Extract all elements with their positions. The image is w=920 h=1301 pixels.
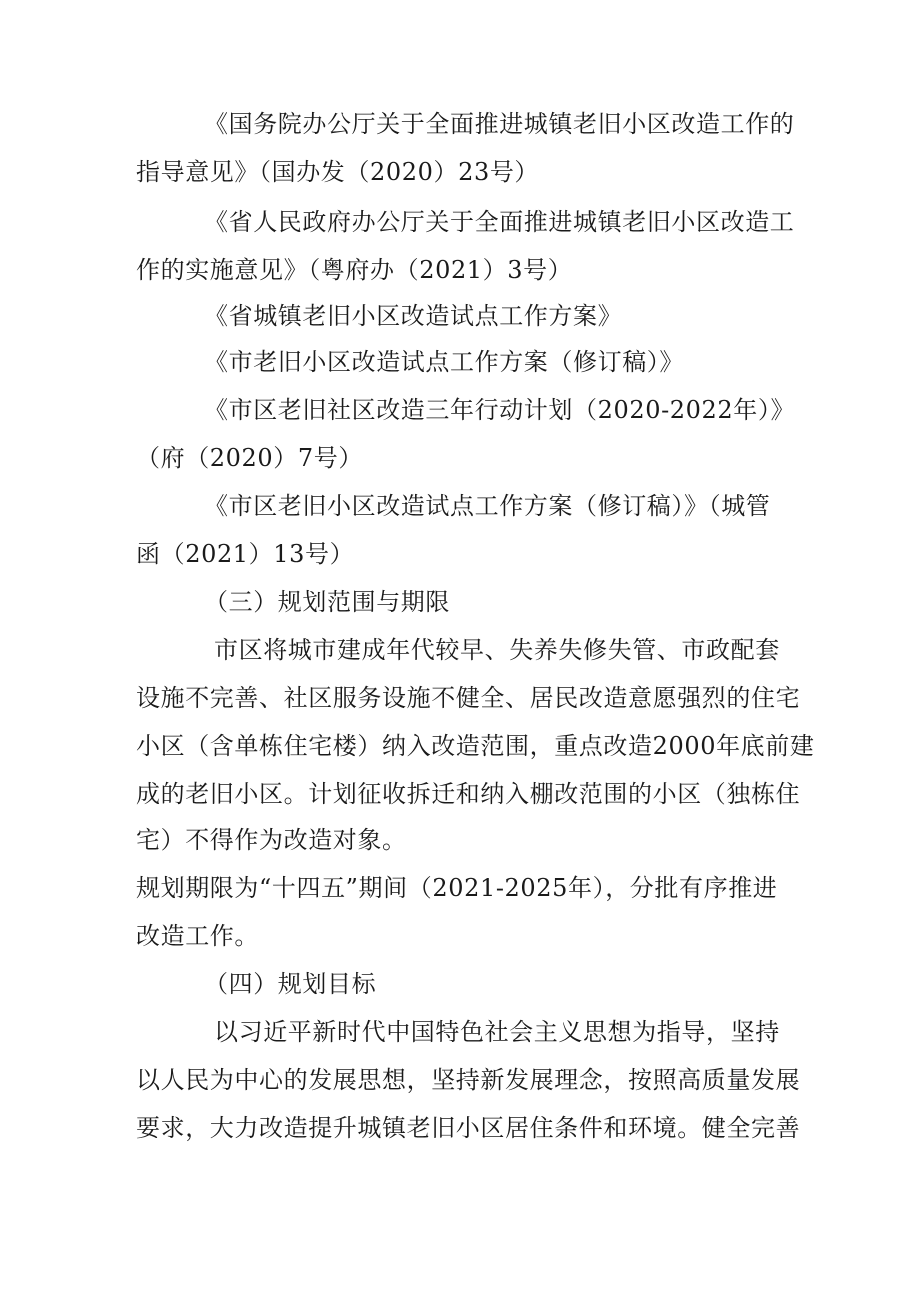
text-line: 《市老旧小区改造试点工作方案（修订稿）》: [204, 348, 684, 376]
text-line: 《省人民政府办公厅关于全面推进城镇老旧小区改造工: [204, 208, 795, 236]
text-line: 宅）不得作为改造对象。: [136, 826, 407, 854]
text-line: 设施不完善、社区服务设施不健全、居民改造意愿强烈的住宅: [136, 684, 801, 712]
text-line: 《市区老旧社区改造三年行动计划（2020-2022年）》: [204, 396, 796, 424]
section-heading: （三）规划范围与期限: [204, 588, 450, 616]
text-line: 指导意见》（国办发（2020）23号）: [136, 158, 540, 186]
text-line: 函（2021）13号）: [136, 540, 355, 568]
text-line: 规划期限为“十四五”期间（2021-2025年），分批有序推进: [136, 874, 778, 902]
text-line: 小区（含单栋住宅楼）纳入改造范围，重点改造2000年底前建: [136, 732, 815, 760]
section-heading: （四）规划目标: [204, 970, 377, 998]
text-line: 作的实施意见》（粤府办（2021）3号）: [136, 256, 573, 284]
text-line: 《国务院办公厅关于全面推进城镇老旧小区改造工作的: [204, 110, 795, 138]
text-line: （府（2020）7号）: [136, 444, 363, 472]
text-line: 以习近平新时代中国特色社会主义思想为指导，坚持: [214, 1018, 780, 1046]
text-line: 要求，大力改造提升城镇老旧小区居住条件和环境。健全完善: [136, 1114, 801, 1142]
text-line: 改造工作。: [136, 922, 259, 950]
text-line: 《省城镇老旧小区改造试点工作方案》: [204, 302, 623, 330]
text-line: 以人民为中心的发展思想，坚持新发展理念，按照高质量发展: [136, 1066, 801, 1094]
text-line: 《市区老旧小区改造试点工作方案（修订稿）》（城管: [204, 492, 771, 520]
text-line: 市区将城市建成年代较早、失养失修失管、市政配套: [214, 636, 780, 664]
text-line: 成的老旧小区。计划征收拆迁和纳入棚改范围的小区（独栋住: [136, 780, 801, 808]
